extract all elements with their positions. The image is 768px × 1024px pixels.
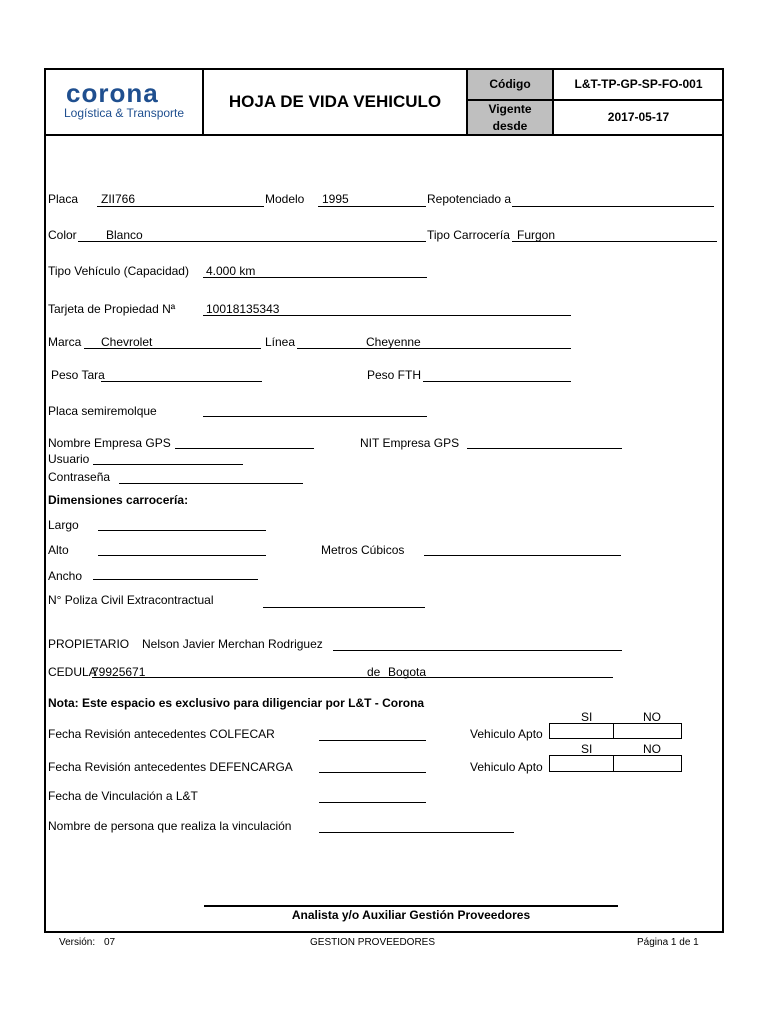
repotenciado-field[interactable] [512,206,714,207]
divider [466,99,724,101]
tipo-vehiculo-value: 4.000 km [206,264,256,278]
poliza-label: N° Poliza Civil Extracontractual [48,593,214,607]
contrasena-field[interactable] [119,483,303,484]
color-value: Blanco [106,228,143,242]
logo-subtitle: Logística & Transporte [64,106,185,120]
tipo-carroceria-label: Tipo Carrocería [427,228,510,242]
colfecar-field[interactable] [319,740,426,741]
usuario-label: Usuario [48,452,90,466]
marca-value: Chevrolet [101,335,153,349]
marca-label: Marca [48,335,82,349]
version-label: Versión: [59,937,96,948]
vigente-label: Vigente [488,102,532,116]
modelo-label: Modelo [265,192,305,206]
color-label: Color [48,228,77,242]
vigente-label-2: desde [492,119,528,133]
apto-no-checkbox[interactable] [613,755,682,772]
tipo-carroceria-value: Furgon [517,228,556,242]
persona-field[interactable] [319,832,514,833]
vinculacion-field[interactable] [319,802,426,803]
de-label: de [367,665,381,679]
nit-gps-label: NIT Empresa GPS [360,436,460,450]
vigente-value: 2017-05-17 [607,110,670,124]
metros-field[interactable] [424,555,621,556]
placa-semi-label: Placa semiremolque [48,404,157,418]
propietario-label: PROPIETARIO [48,637,130,651]
colfecar-label: Fecha Revisión antecedentes COLFECAR [48,727,275,741]
codigo-value: L&T-TP-GP-SP-FO-001 [574,77,703,91]
corona-logo: corona [66,78,159,108]
vinculacion-label: Fecha de Vinculación a L&T [48,789,198,803]
version-value: 07 [104,937,116,948]
largo-field[interactable] [98,530,266,531]
no-label: NO [643,710,661,724]
linea-field[interactable] [297,348,571,349]
modelo-field[interactable] [318,206,426,207]
apto-si-checkbox[interactable] [549,755,614,772]
repotenciado-label: Repotenciado a [427,192,512,206]
propietario-name: Nelson Javier Merchan Rodriguez [142,637,323,651]
defencarga-field[interactable] [319,772,426,773]
alto-label: Alto [48,543,69,557]
footer-center: GESTION PROVEEDORES [310,937,436,948]
peso-tara-field[interactable] [101,381,262,382]
alto-field[interactable] [98,555,266,556]
usuario-field[interactable] [93,464,243,465]
ancho-label: Ancho [48,569,83,583]
nota-text: Nota: Este espacio es exclusivo para diligenciar por L&T - Corona [48,696,425,710]
apto-no-checkbox[interactable] [613,723,682,739]
placa-field[interactable] [97,206,264,207]
signature-line[interactable] [204,905,618,907]
codigo-label: Código [489,77,531,91]
page-title: HOJA DE VIDA VEHICULO [228,92,442,111]
de-value: Bogota [388,665,427,679]
tarjeta-label: Tarjeta de Propiedad Nª [48,302,176,316]
linea-value: Cheyenne [366,335,421,349]
cedula-value: 79925671 [92,665,146,679]
tarjeta-value: 10018135343 [206,302,280,316]
si-label: SI [581,742,593,756]
nit-gps-field[interactable] [467,448,622,449]
contrasena-label: Contraseña [48,470,111,484]
linea-label: Línea [265,335,296,349]
no-label: NO [643,742,661,756]
placa-semi-field[interactable] [203,416,427,417]
placa-value: ZII766 [101,192,136,206]
poliza-field[interactable] [263,607,425,608]
si-label: SI [581,710,593,724]
page-number: Página 1 de 1 [637,937,699,948]
propietario-field[interactable] [333,650,622,651]
peso-fth-field[interactable] [423,381,571,382]
largo-label: Largo [48,518,79,532]
apto-label: Vehiculo Apto [470,760,543,774]
peso-tara-label: Peso Tara [51,368,105,382]
peso-fth-label: Peso FTH [367,368,422,382]
tipo-vehiculo-label: Tipo Vehículo (Capacidad) [48,264,189,278]
cedula-field[interactable] [92,677,613,678]
gps-empresa-field[interactable] [175,448,314,449]
dimensiones-title: Dimensiones carrocería: [48,493,189,507]
gps-empresa-label: Nombre Empresa GPS [48,436,171,450]
ancho-field[interactable] [93,579,258,580]
cedula-label: CEDULA [48,665,97,679]
persona-label: Nombre de persona que realiza la vinculación [48,819,292,833]
apto-label: Vehiculo Apto [470,727,543,741]
apto-si-checkbox[interactable] [549,723,614,739]
defencarga-label: Fecha Revisión antecedentes DEFENCARGA [48,760,293,774]
divider [44,134,724,136]
signature-label: Analista y/o Auxiliar Gestión Proveedores [291,908,531,922]
placa-label: Placa [48,192,79,206]
metros-label: Metros Cúbicos [321,543,405,557]
modelo-value: 1995 [322,192,349,206]
